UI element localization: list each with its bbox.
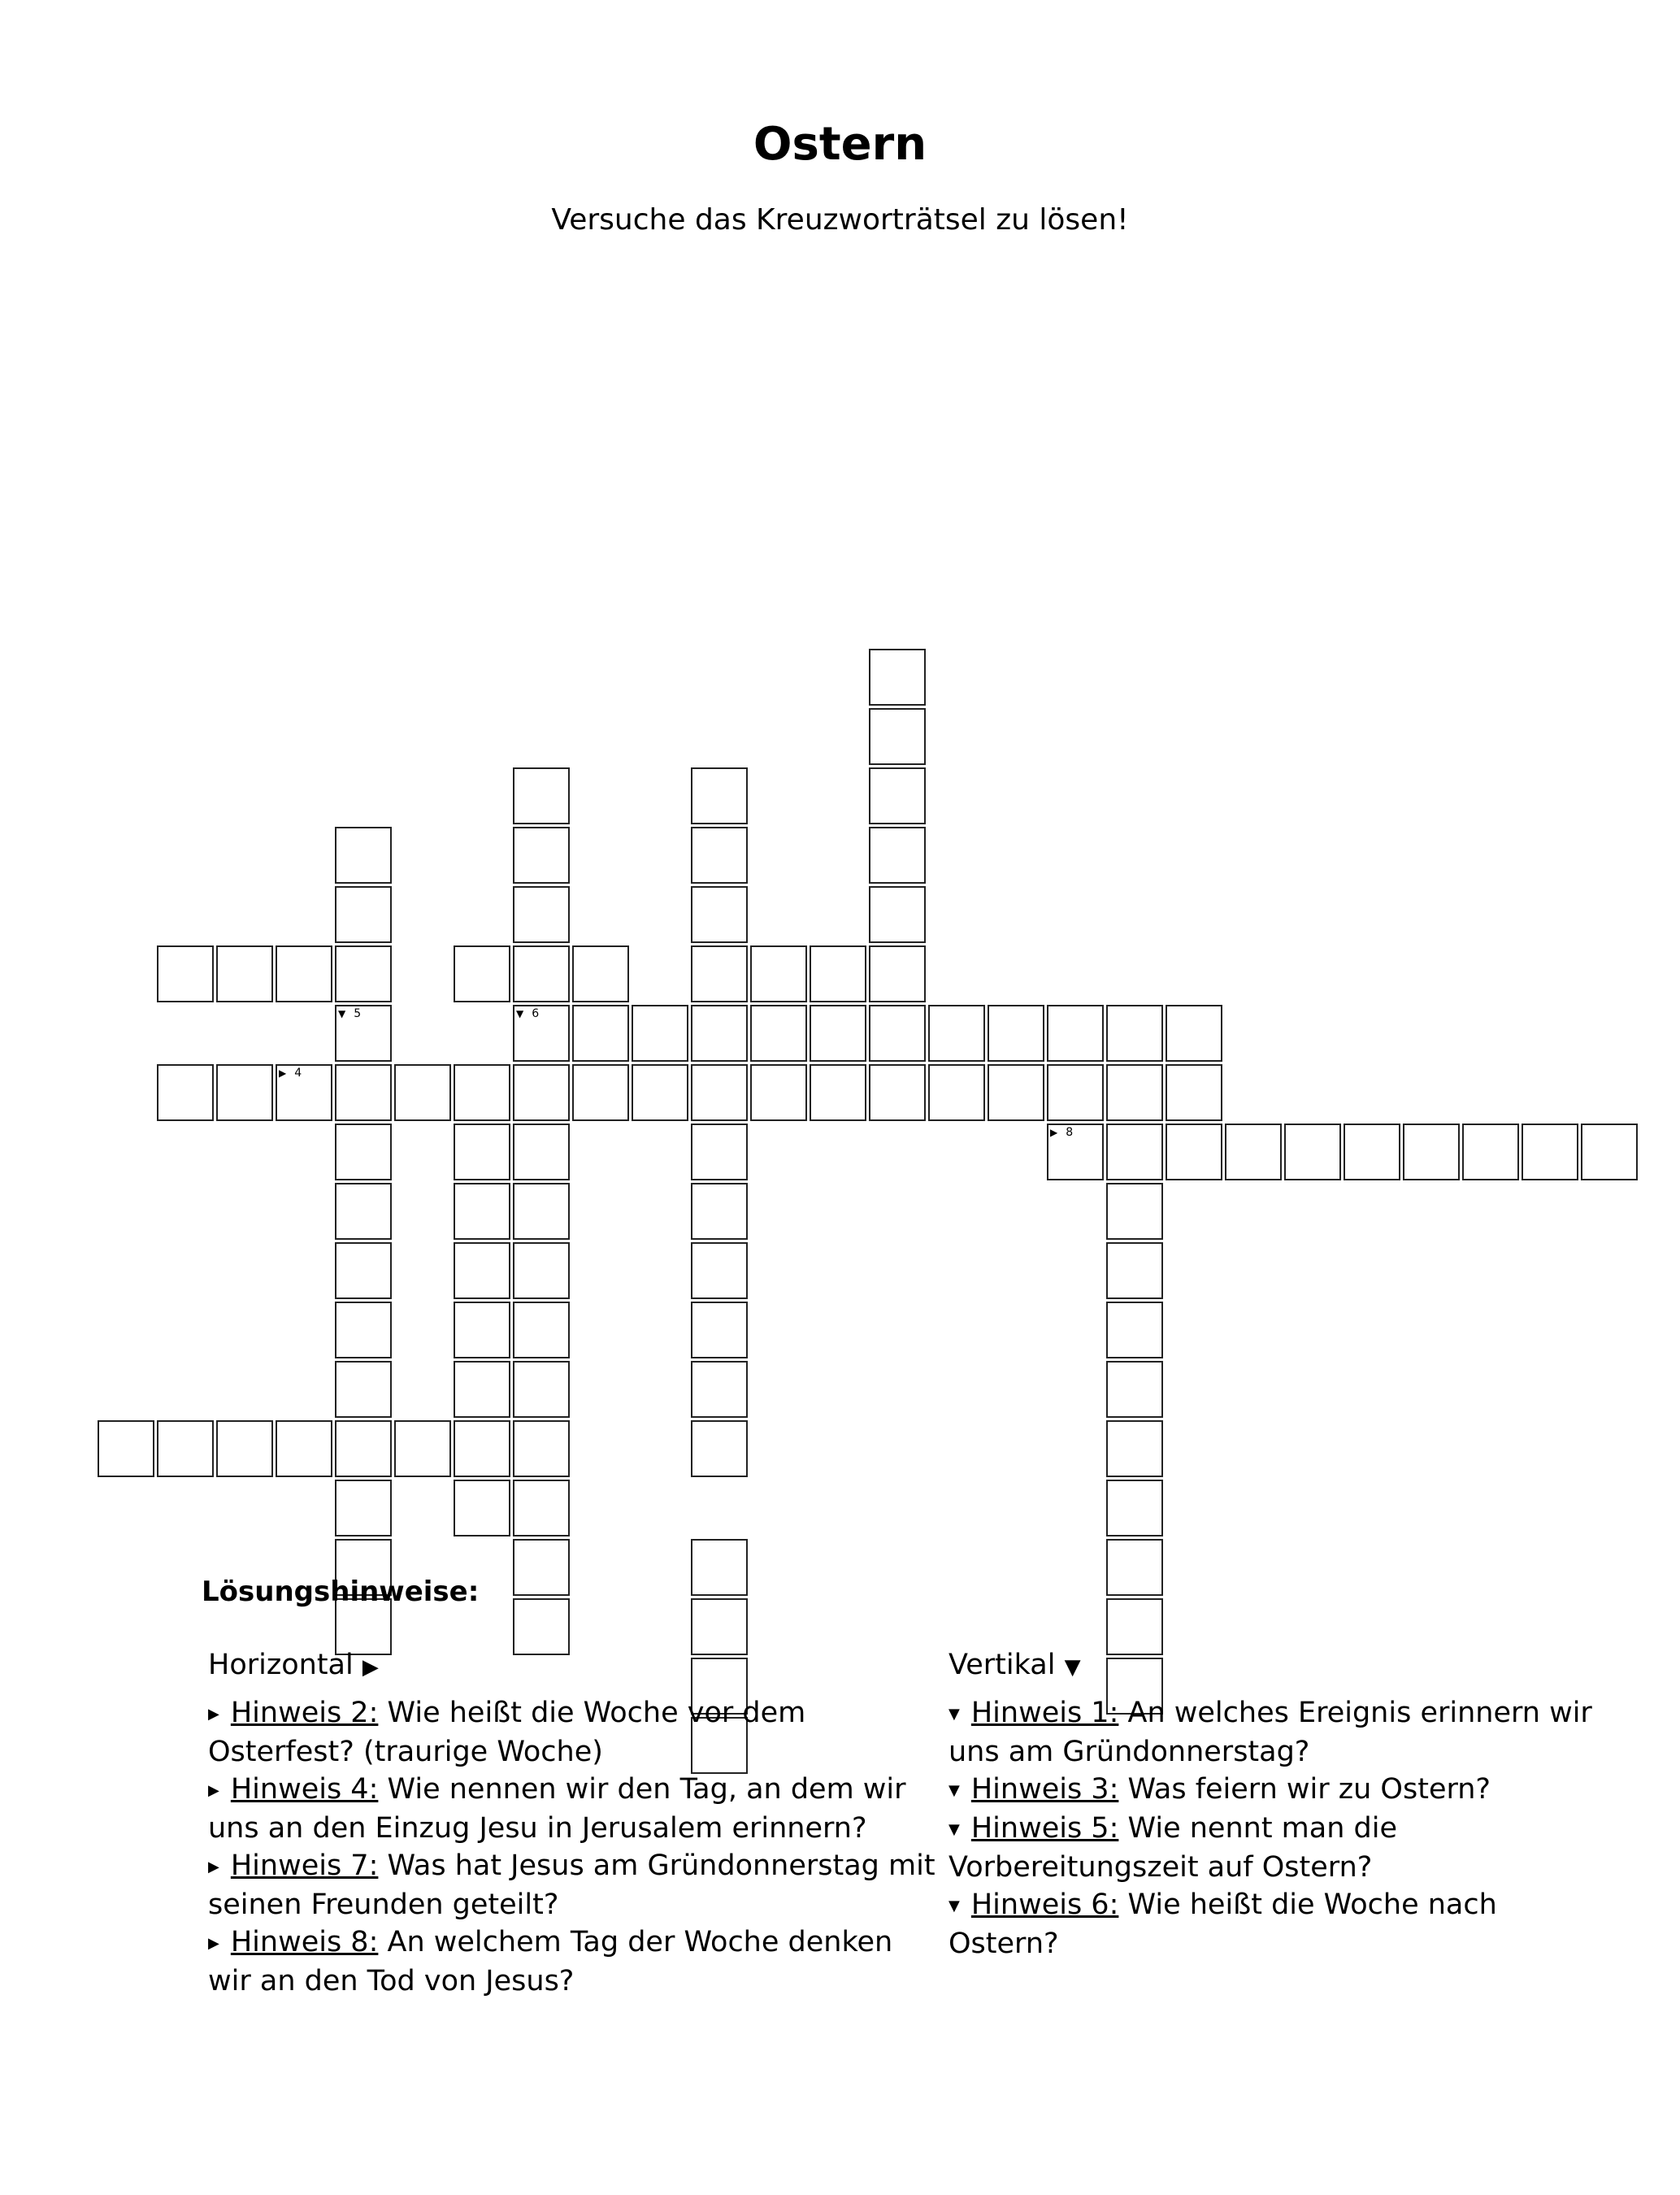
crossword-cell[interactable] xyxy=(335,1302,392,1358)
crossword-cell[interactable] xyxy=(691,1064,748,1121)
crossword-cell[interactable] xyxy=(1225,1124,1282,1180)
crossword-cell[interactable] xyxy=(276,1420,332,1477)
clue-label: Hinweis 6: xyxy=(970,1889,1119,1921)
clue-horizontal-8 xyxy=(208,1923,940,2000)
crossword-cell[interactable] xyxy=(394,1064,451,1121)
crossword-cell[interactable] xyxy=(1462,1124,1519,1180)
down-triangle-icon: ▼ xyxy=(949,1897,960,1915)
crossword-cell[interactable] xyxy=(454,1480,510,1536)
crossword-cell[interactable] xyxy=(1106,1361,1163,1418)
crossword-cell[interactable] xyxy=(1106,1183,1163,1240)
crossword-cell[interactable] xyxy=(513,1302,570,1358)
crossword-cell[interactable] xyxy=(216,1420,273,1477)
clue-vertical-3 xyxy=(949,1771,1599,1810)
right-arrow-icon: ▶ xyxy=(362,1655,379,1680)
crossword-cell[interactable] xyxy=(869,649,926,706)
crossword-cell[interactable] xyxy=(810,945,866,1002)
crossword-cell[interactable] xyxy=(1106,1242,1163,1299)
crossword-cell[interactable] xyxy=(810,1005,866,1062)
clue-number xyxy=(279,1067,302,1079)
clues-heading: Lösungshinweise: xyxy=(202,1576,480,1608)
down-triangle-icon: ▼ xyxy=(516,1008,524,1019)
down-triangle-icon: ▼ xyxy=(949,1782,960,1799)
crossword-cell[interactable] xyxy=(928,1005,985,1062)
crossword-cell[interactable] xyxy=(1106,1539,1163,1596)
crossword-cell[interactable] xyxy=(335,827,392,884)
crossword-cell[interactable] xyxy=(1106,1124,1163,1180)
crossword-cell[interactable] xyxy=(513,1480,570,1536)
crossword-cell[interactable] xyxy=(869,767,926,824)
horizontal-heading xyxy=(208,1646,940,1686)
crossword-cell[interactable] xyxy=(454,1183,510,1240)
clue-horizontal-4 xyxy=(208,1771,940,1847)
crossword-cell[interactable] xyxy=(691,1361,748,1418)
crossword-cell[interactable] xyxy=(691,1183,748,1240)
crossword-cell[interactable] xyxy=(691,1124,748,1180)
crossword-cell[interactable] xyxy=(1106,1064,1163,1121)
crossword-cell[interactable] xyxy=(988,1005,1044,1062)
clue-text: Was feiern wir zu Ostern? xyxy=(1127,1773,1491,1806)
down-triangle-icon: ▼ xyxy=(338,1008,346,1019)
crossword-cell[interactable] xyxy=(513,1539,570,1596)
crossword-cell[interactable] xyxy=(335,1005,392,1062)
crossword-cell[interactable] xyxy=(454,945,510,1002)
page-title: Ostern xyxy=(753,118,927,171)
crossword-cell[interactable] xyxy=(454,1124,510,1180)
crossword-cell[interactable] xyxy=(1106,1480,1163,1536)
clue-number-value: 8 xyxy=(1066,1126,1074,1139)
clue-text: An welches Ereignis erinnern wir uns am Gründonnerstag? xyxy=(949,1697,1592,1768)
right-triangle-icon: ▶ xyxy=(208,1858,219,1876)
crossword-cell[interactable] xyxy=(454,1242,510,1299)
crossword-cell[interactable] xyxy=(513,1183,570,1240)
crossword-cell[interactable] xyxy=(1047,1005,1104,1062)
crossword-cell[interactable] xyxy=(632,1005,688,1062)
clue-number-value: 6 xyxy=(532,1007,540,1020)
crossword-cell[interactable] xyxy=(1284,1124,1341,1180)
clue-number-value: 5 xyxy=(354,1007,362,1020)
crossword-cell[interactable] xyxy=(335,1361,392,1418)
clue-label: Hinweis 7: xyxy=(230,1849,379,1882)
horizontal-heading-label: Horizontal xyxy=(208,1649,354,1681)
clue-vertical-6 xyxy=(949,1886,1599,1962)
crossword-cell[interactable] xyxy=(632,1064,688,1121)
crossword-cell[interactable] xyxy=(869,1064,926,1121)
crossword-cell[interactable] xyxy=(513,1005,570,1062)
crossword-cell[interactable] xyxy=(1106,1420,1163,1477)
clue-label: Hinweis 4: xyxy=(230,1773,379,1806)
crossword-cell[interactable] xyxy=(1166,1124,1222,1180)
crossword-cell[interactable] xyxy=(394,1420,451,1477)
clue-number xyxy=(516,1008,539,1019)
clue-label: Hinweis 3: xyxy=(970,1773,1119,1806)
crossword-cell[interactable] xyxy=(513,945,570,1002)
crossword-cell[interactable] xyxy=(988,1064,1044,1121)
crossword-cell[interactable] xyxy=(513,1361,570,1418)
crossword-cell[interactable] xyxy=(1106,1005,1163,1062)
crossword-cell[interactable] xyxy=(691,1242,748,1299)
crossword-cell[interactable] xyxy=(513,1420,570,1477)
crossword-cell[interactable] xyxy=(1522,1124,1578,1180)
crossword-cell[interactable] xyxy=(335,1242,392,1299)
crossword-cell[interactable] xyxy=(513,767,570,824)
crossword-cell[interactable] xyxy=(691,1005,748,1062)
clue-text: Was hat Jesus am Gründonnerstag mit seinen Freunden geteilt? xyxy=(208,1849,936,1921)
crossword-cell[interactable] xyxy=(98,1420,154,1477)
crossword-cell[interactable] xyxy=(691,827,748,884)
clue-text: An welchem Tag der Woche denken wir an den Tod von Jesus? xyxy=(208,1926,893,1997)
crossword-cell[interactable] xyxy=(335,1420,392,1477)
crossword-cell[interactable] xyxy=(216,945,273,1002)
crossword-cell[interactable] xyxy=(691,1420,748,1477)
clue-text: Wie nennen wir den Tag, an dem wir uns an den Einzug Jesu in Jerusalem erinnern? xyxy=(208,1773,906,1845)
clue-number xyxy=(338,1008,361,1019)
crossword-cell[interactable] xyxy=(454,1064,510,1121)
crossword-cell[interactable] xyxy=(1047,1124,1104,1180)
crossword-cell[interactable] xyxy=(869,886,926,943)
crossword-cell[interactable] xyxy=(928,1064,985,1121)
right-triangle-icon: ▶ xyxy=(208,1935,219,1952)
clue-horizontal-2 xyxy=(208,1694,940,1771)
crossword-cell[interactable] xyxy=(335,1124,392,1180)
clue-text: Wie heißt die Woche vor dem Osterfest? (traurige Woche) xyxy=(208,1697,806,1768)
crossword-cell[interactable] xyxy=(335,945,392,1002)
crossword-cell[interactable] xyxy=(1047,1064,1104,1121)
right-triangle-icon: ▶ xyxy=(208,1782,219,1799)
crossword-cell[interactable] xyxy=(276,945,332,1002)
page-subtitle: Versuche das Kreuzworträtsel zu lösen! xyxy=(551,203,1129,237)
crossword-cell[interactable] xyxy=(454,1302,510,1358)
horizontal-clues xyxy=(208,1646,940,2000)
clue-number-value: 4 xyxy=(294,1067,302,1080)
crossword-cell[interactable] xyxy=(691,1539,748,1596)
right-triangle-icon: ▶ xyxy=(208,1706,219,1723)
crossword-cell[interactable] xyxy=(691,886,748,943)
crossword-cell[interactable] xyxy=(1166,1064,1222,1121)
down-triangle-icon: ▼ xyxy=(949,1821,960,1838)
crossword-cell[interactable] xyxy=(869,945,926,1002)
crossword-cell[interactable] xyxy=(216,1064,273,1121)
crossword-cell[interactable] xyxy=(869,827,926,884)
crossword-cell[interactable] xyxy=(572,1005,629,1062)
clue-horizontal-7 xyxy=(208,1847,940,1923)
down-triangle-icon: ▼ xyxy=(949,1706,960,1723)
crossword-cell[interactable] xyxy=(513,1242,570,1299)
right-triangle-icon: ▶ xyxy=(1050,1127,1058,1138)
crossword-cell[interactable] xyxy=(513,886,570,943)
crossword-cell[interactable] xyxy=(276,1064,332,1121)
crossword-cell[interactable] xyxy=(750,945,807,1002)
crossword-cell[interactable] xyxy=(691,1302,748,1358)
crossword-cell[interactable] xyxy=(335,1183,392,1240)
down-arrow-icon: ▼ xyxy=(1064,1655,1081,1680)
clue-label: Hinweis 5: xyxy=(970,1812,1119,1845)
crossword-cell[interactable] xyxy=(513,1064,570,1121)
clue-text: Wie nennt man die Vorbereitungszeit auf Ostern? xyxy=(949,1812,1397,1884)
clue-text: Wie heißt die Woche nach Ostern? xyxy=(949,1889,1497,1960)
crossword-cell[interactable] xyxy=(750,1005,807,1062)
crossword-cell[interactable] xyxy=(1166,1005,1222,1062)
crossword-cell[interactable] xyxy=(513,827,570,884)
crossword-cell[interactable] xyxy=(335,1480,392,1536)
crossword-cell[interactable] xyxy=(810,1064,866,1121)
vertical-clues xyxy=(949,1646,1599,1962)
crossword-cell[interactable] xyxy=(869,1005,926,1062)
crossword-cell[interactable] xyxy=(335,1064,392,1121)
crossword-cell[interactable] xyxy=(691,945,748,1002)
crossword-cell[interactable] xyxy=(1106,1302,1163,1358)
crossword-cell[interactable] xyxy=(157,1064,214,1121)
clue-number xyxy=(1050,1127,1073,1138)
crossword-cell[interactable] xyxy=(1581,1124,1638,1180)
clue-vertical-5 xyxy=(949,1810,1599,1886)
crossword-cell[interactable] xyxy=(513,1124,570,1180)
clue-label: Hinweis 2: xyxy=(230,1697,379,1729)
vertical-heading xyxy=(949,1646,1599,1686)
crossword-cell[interactable] xyxy=(750,1064,807,1121)
crossword-cell[interactable] xyxy=(454,1420,510,1477)
clue-label: Hinweis 8: xyxy=(230,1926,379,1958)
clue-label: Hinweis 1: xyxy=(970,1697,1119,1729)
clue-vertical-1 xyxy=(949,1694,1599,1771)
crossword-cell[interactable] xyxy=(1403,1124,1460,1180)
crossword-cell[interactable] xyxy=(157,945,214,1002)
crossword-cell[interactable] xyxy=(1344,1124,1400,1180)
vertical-heading-label: Vertikal xyxy=(949,1649,1056,1681)
crossword-cell[interactable] xyxy=(157,1420,214,1477)
crossword-cell[interactable] xyxy=(572,945,629,1002)
right-triangle-icon: ▶ xyxy=(279,1067,287,1079)
crossword-cell[interactable] xyxy=(572,1064,629,1121)
crossword-cell[interactable] xyxy=(869,708,926,765)
crossword-cell[interactable] xyxy=(691,767,748,824)
crossword-cell[interactable] xyxy=(335,886,392,943)
crossword-cell[interactable] xyxy=(454,1361,510,1418)
